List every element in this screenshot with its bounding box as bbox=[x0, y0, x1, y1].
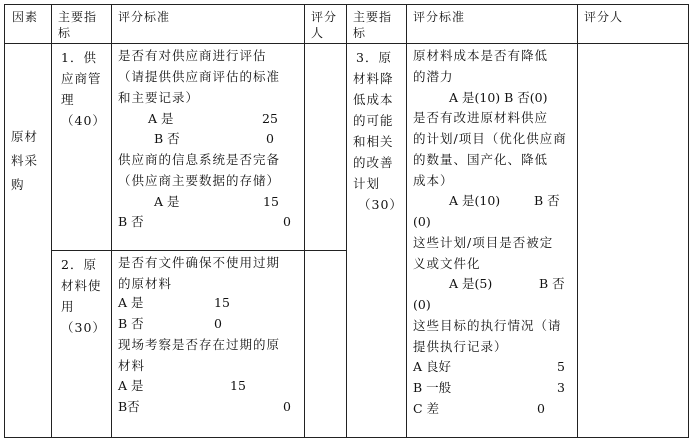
header-text: 评分 bbox=[311, 10, 338, 24]
option-label: B 否 bbox=[534, 193, 560, 208]
option-label: A 是 bbox=[118, 295, 144, 310]
criteria-text: 是否有对供应商进行评估 bbox=[118, 48, 267, 63]
header-text: 标 bbox=[353, 26, 367, 40]
option-value: 0 bbox=[283, 214, 291, 229]
option-value: 0 bbox=[214, 316, 222, 331]
header-text: 主要指 bbox=[58, 10, 98, 24]
option-value: 15 bbox=[263, 194, 279, 209]
table-border bbox=[688, 4, 689, 438]
criteria-text: 的数量、国产化、降低 bbox=[413, 152, 549, 167]
criteria-text: 这些计划/项目是否被定 bbox=[413, 235, 554, 250]
option-label: A 是(5) bbox=[449, 276, 493, 291]
indicator-text: 材料降 bbox=[353, 71, 394, 86]
option-value: 0 bbox=[266, 131, 274, 146]
indicator-text: 的改善 bbox=[353, 155, 394, 170]
criteria-text: （供应商主要数据的存储） bbox=[118, 173, 281, 188]
indicator-text: 低成本 bbox=[353, 92, 394, 107]
indicator-text: （30） bbox=[61, 320, 106, 335]
grade-label: B 一般 bbox=[413, 380, 452, 395]
option-label: B 否 bbox=[154, 131, 180, 146]
table-border bbox=[4, 437, 689, 438]
option-label: A 是 bbox=[148, 111, 174, 126]
header-main-indicator-2 bbox=[353, 9, 392, 41]
grade-value: 0 bbox=[537, 401, 545, 416]
indicator-supplier-management bbox=[58, 47, 106, 131]
header-main-indicator bbox=[58, 9, 97, 41]
criteria-text: 供应商的信息系统是否完备 bbox=[118, 152, 281, 167]
indicator-text: 计划 bbox=[353, 176, 381, 191]
criteria-text: 义或文件化 bbox=[413, 256, 481, 271]
grade-value: 5 bbox=[557, 359, 565, 374]
column-divider bbox=[406, 4, 407, 438]
criteria-improvement-plan bbox=[413, 107, 567, 191]
header-score bbox=[311, 9, 337, 41]
option-label: A 是(10) bbox=[449, 193, 501, 208]
criteria-supplier-info-system bbox=[118, 149, 280, 191]
criteria-supplier-management bbox=[118, 45, 280, 108]
criteria-text: 材料 bbox=[118, 358, 146, 373]
indicator-text: 1．供 bbox=[61, 50, 97, 65]
column-divider bbox=[577, 4, 578, 438]
criteria-execution-status bbox=[413, 315, 562, 357]
option-label: B否 bbox=[118, 399, 140, 414]
option-row: A 是(10) B 否(0) bbox=[449, 90, 548, 105]
indicator-text: 2．原 bbox=[61, 257, 97, 272]
header-scorer: 评分人 bbox=[584, 10, 624, 24]
criteria-plan-documented bbox=[413, 232, 553, 274]
table-border bbox=[4, 4, 5, 438]
indicator-text: 应商管 bbox=[61, 71, 102, 86]
grade-label: A 良好 bbox=[413, 359, 452, 374]
header-text: 标 bbox=[58, 26, 72, 40]
column-divider bbox=[304, 4, 305, 438]
option-value: (0) bbox=[413, 214, 431, 229]
grade-label: C 差 bbox=[413, 401, 440, 416]
criteria-cost-potential bbox=[413, 45, 548, 87]
criteria-text: 原材料成本是否有降低 bbox=[413, 48, 549, 63]
indicator-text: 3．原 bbox=[356, 50, 392, 65]
criteria-text: 的原材料 bbox=[118, 276, 173, 291]
indicator-material-usage bbox=[58, 254, 106, 338]
criteria-text: 是否有文件确保不使用过期 bbox=[118, 255, 281, 270]
column-divider bbox=[346, 4, 347, 438]
criteria-expired-material-inspection bbox=[118, 334, 280, 376]
factor-cell bbox=[11, 125, 38, 197]
table-border bbox=[4, 4, 689, 5]
criteria-text: 现场考察是否存在过期的原 bbox=[118, 337, 281, 352]
header-criteria-2: 评分标准 bbox=[413, 10, 466, 24]
header-text: 人 bbox=[311, 26, 325, 40]
criteria-expired-material-document bbox=[118, 252, 280, 294]
criteria-text: 是否有改进原材料供应 bbox=[413, 110, 549, 125]
indicator-cost-reduction bbox=[353, 47, 403, 215]
factor-text: 原材 bbox=[11, 129, 39, 144]
criteria-text: 提供执行记录） bbox=[413, 339, 508, 354]
column-divider bbox=[111, 4, 112, 438]
header-divider bbox=[4, 43, 689, 44]
indicator-text: （30） bbox=[358, 197, 403, 212]
indicator-text: 理 bbox=[61, 92, 75, 107]
criteria-text: （请提供供应商评估的标准 bbox=[118, 69, 281, 84]
option-value: 0 bbox=[283, 399, 291, 414]
factor-text: 购 bbox=[11, 177, 25, 192]
criteria-text: 成本） bbox=[413, 173, 454, 188]
option-label: B 否 bbox=[118, 214, 144, 229]
header-text: 主要指 bbox=[353, 10, 393, 24]
indicator-text: 用 bbox=[61, 299, 75, 314]
option-label: B 否 bbox=[539, 276, 565, 291]
option-value: 15 bbox=[230, 378, 246, 393]
header-factor: 因素 bbox=[12, 10, 39, 24]
option-label: A 是 bbox=[154, 194, 180, 209]
column-divider bbox=[51, 4, 52, 438]
indicator-text: 和相关 bbox=[353, 134, 394, 149]
criteria-text: 这些目标的执行情况（请 bbox=[413, 318, 562, 333]
option-value: (0) bbox=[413, 297, 431, 312]
option-value: 15 bbox=[214, 295, 230, 310]
option-value: 25 bbox=[262, 111, 278, 126]
row-divider bbox=[52, 250, 347, 251]
option-label: B 否 bbox=[118, 316, 144, 331]
option-label: A 是 bbox=[118, 378, 144, 393]
indicator-text: 材料使 bbox=[61, 278, 102, 293]
grade-value: 3 bbox=[557, 380, 565, 395]
criteria-text: 的计划/项目（优化供应商 bbox=[413, 131, 567, 146]
factor-text: 料采 bbox=[11, 153, 39, 168]
header-criteria: 评分标准 bbox=[118, 10, 171, 24]
indicator-text: 的可能 bbox=[353, 113, 394, 128]
criteria-text: 的潜力 bbox=[413, 69, 454, 84]
indicator-text: （40） bbox=[61, 113, 106, 128]
criteria-text: 和主要记录） bbox=[118, 90, 200, 105]
